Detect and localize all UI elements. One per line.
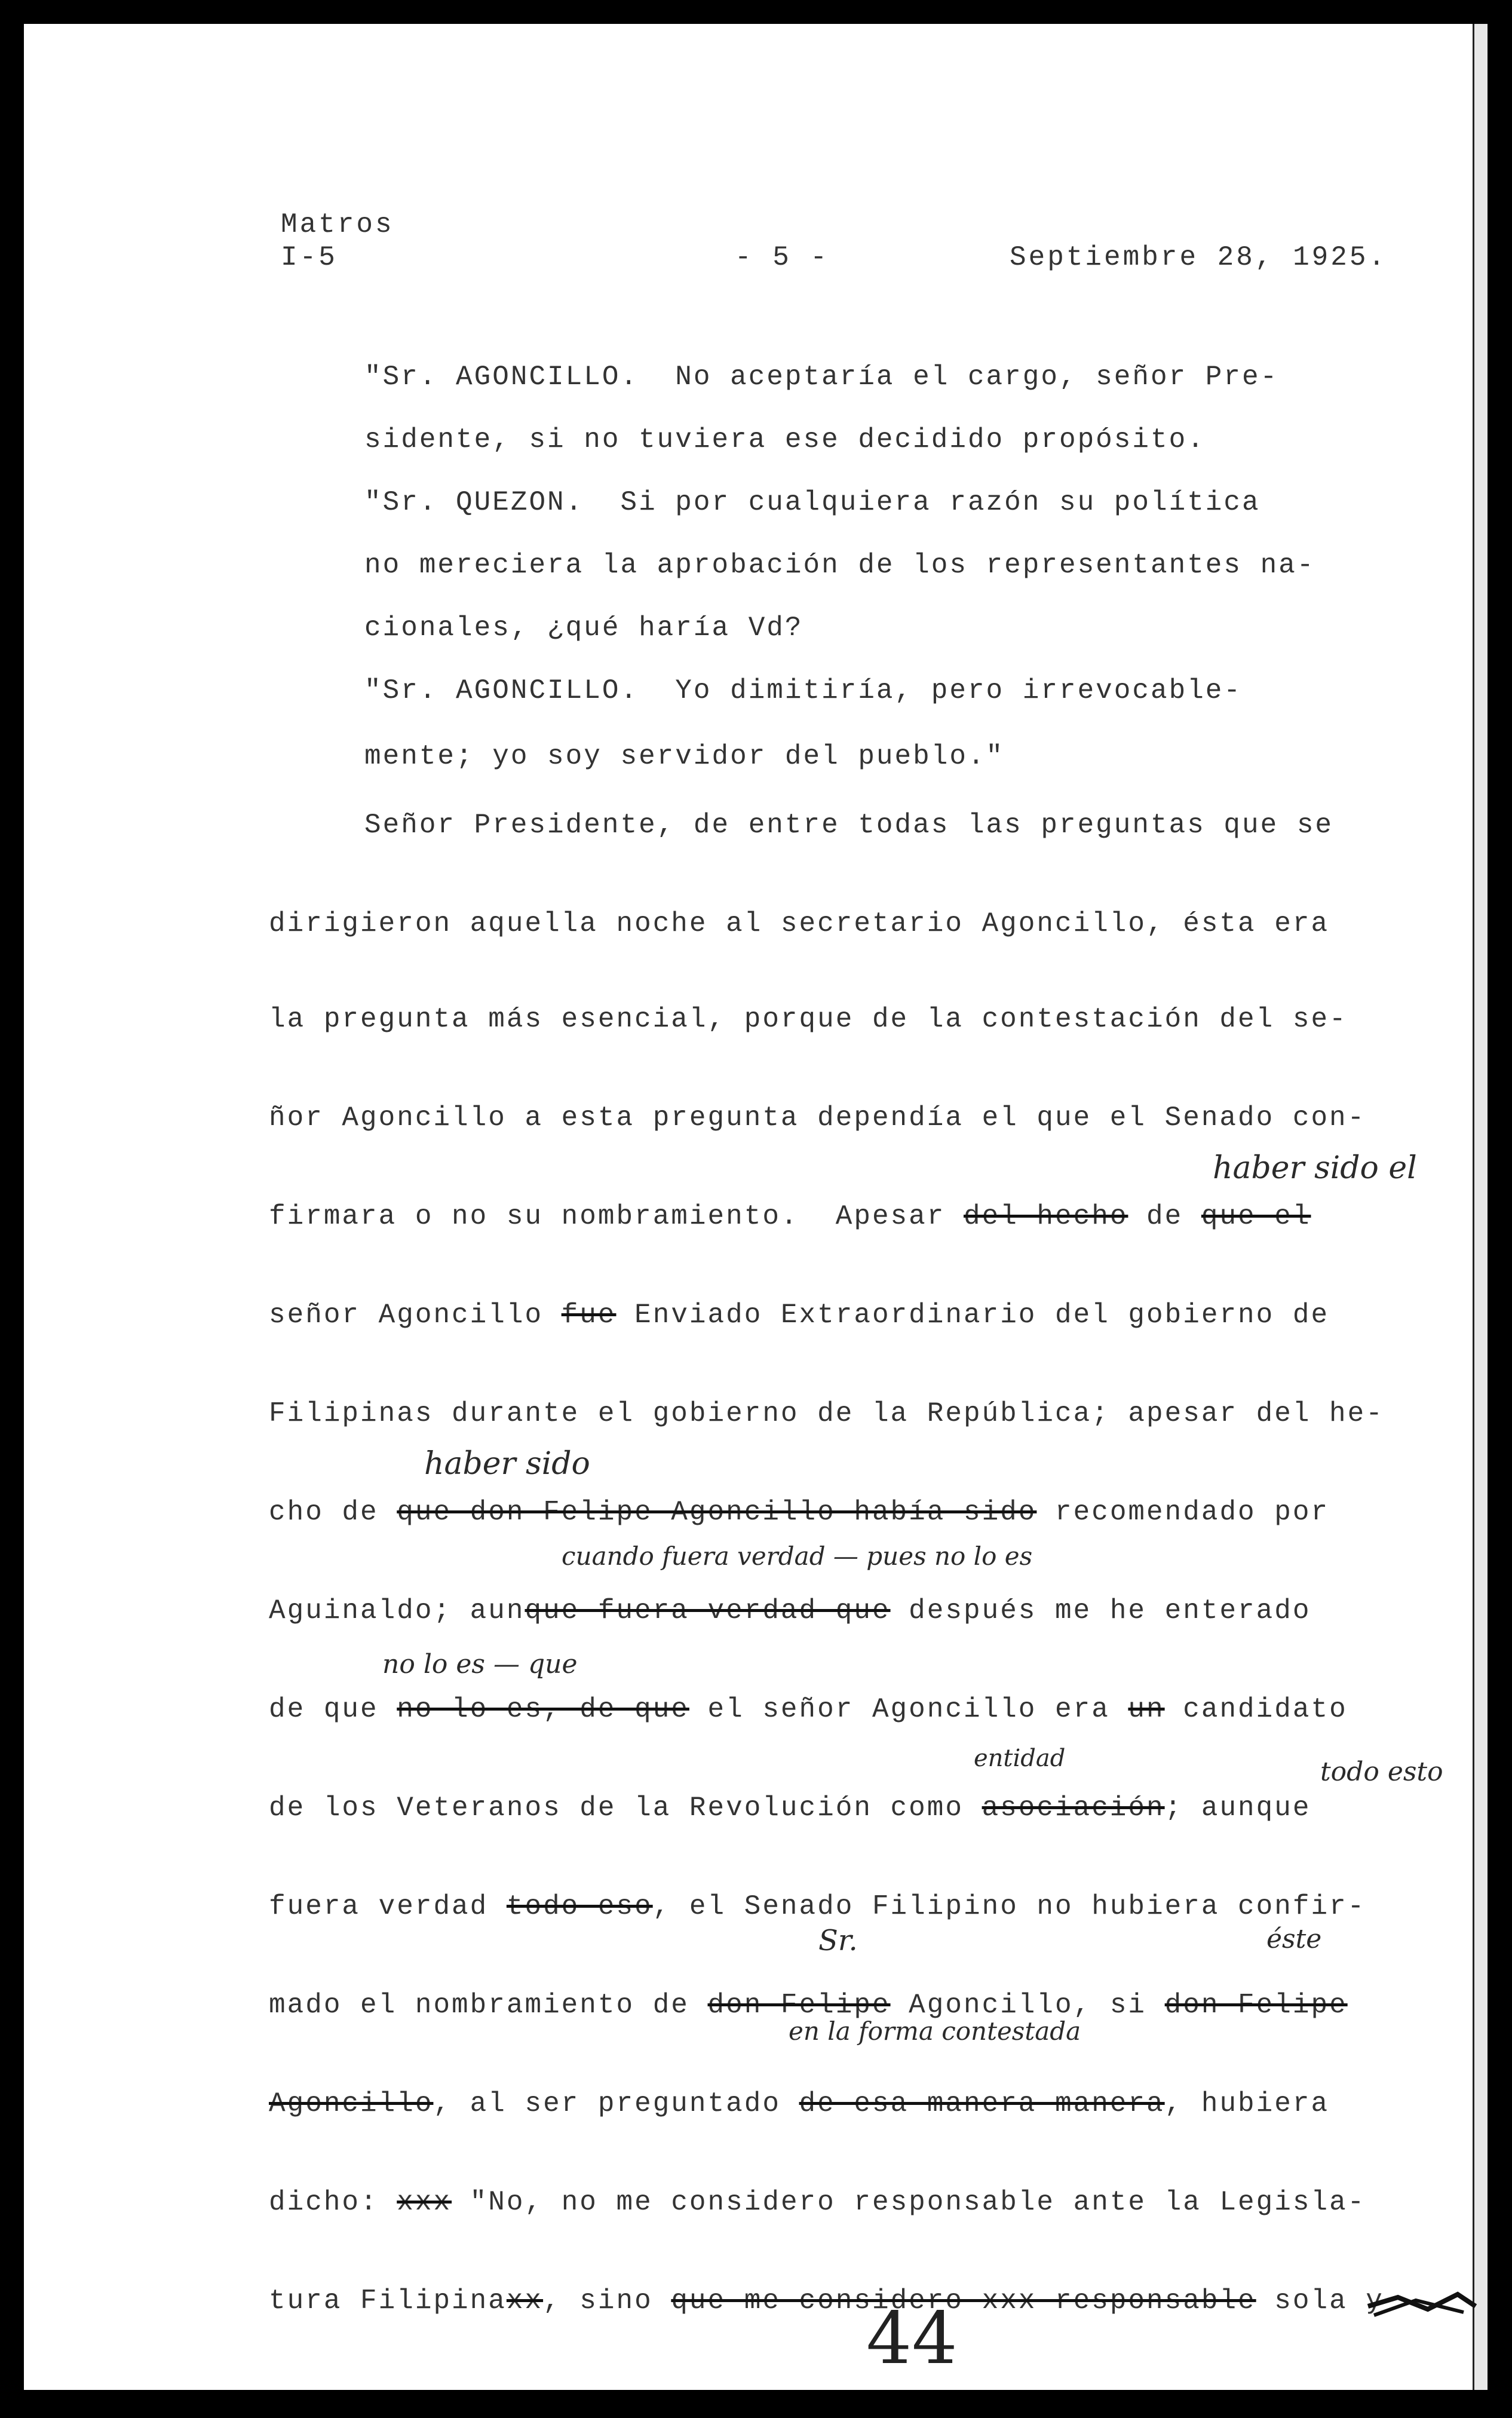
struck-text: fue	[561, 1300, 617, 1331]
struck-text: don Felipe	[1164, 1990, 1348, 2021]
struck-text: todo eso	[506, 1891, 653, 1922]
text-segment: señor Agoncillo	[269, 1300, 562, 1331]
text-segment: sidente, si no tuviera ese decidido propósito.	[364, 424, 1206, 455]
text-segment: dirigieron aquella noche al secretario Agoncillo, ésta era	[269, 908, 1330, 939]
text-segment: Agoncillo, si	[890, 1990, 1165, 2021]
handwritten-page-number: 44	[866, 2297, 958, 2380]
text-segment: sola y	[1256, 2285, 1384, 2316]
text-line	[269, 1792, 1311, 1824]
text-segment: , sino	[543, 2285, 671, 2316]
text-segment: "Sr. QUEZON. Si por cualquiera razón su política	[364, 487, 1260, 518]
text-line	[269, 1694, 1348, 1725]
handwritten-annotation: no lo es — que	[382, 1649, 578, 1680]
body-text	[24, 24, 1488, 2390]
handwritten-annotation: entidad	[974, 1745, 1066, 1772]
handwritten-annotation: haber sido	[424, 1446, 590, 1482]
document-page	[24, 24, 1488, 2390]
struck-text: de esa manera manera	[799, 2088, 1165, 2119]
text-segment: cionales, ¿qué haría Vd?	[364, 612, 803, 643]
text-segment: de	[1128, 1201, 1201, 1232]
text-segment: fuera verdad	[269, 1891, 507, 1922]
text-line	[269, 1595, 1311, 1626]
text-segment: , el Senado Filipino no hubiera confir-	[652, 1891, 1366, 1922]
struck-text: que me considero xxx responsable	[671, 2285, 1256, 2316]
text-segment: cho de	[269, 1497, 397, 1528]
text-segment: recomendado por	[1036, 1497, 1330, 1528]
text-line	[269, 2088, 1329, 2119]
handwritten-annotation: éste	[1266, 1924, 1322, 1954]
text-line	[364, 810, 1333, 841]
text-segment: mado el nombramiento de	[269, 1990, 708, 2021]
text-segment: después me he enterado	[890, 1595, 1311, 1626]
struck-text: que don Felipe Agoncillo había sido	[397, 1497, 1037, 1528]
text-line	[269, 1497, 1329, 1528]
text-segment: el señor Agoncillo era	[689, 1694, 1128, 1725]
handwritten-annotation: en la forma contestada	[789, 2016, 1081, 2046]
text-line	[269, 2285, 1384, 2316]
handwritten-annotation: Sr.	[818, 1924, 858, 1957]
text-segment: "Sr. AGONCILLO. No aceptaría el cargo, señor Pre-	[364, 361, 1279, 393]
text-line	[269, 1398, 1384, 1429]
text-segment: "Sr. AGONCILLO. Yo dimitiría, pero irrevocable-	[364, 675, 1243, 706]
text-line	[269, 1891, 1366, 1922]
text-line	[364, 550, 1315, 581]
text-segment: firmara o no su nombramiento. Apesar	[269, 1201, 964, 1232]
struck-text: asociación	[982, 1792, 1165, 1824]
text-line	[269, 908, 1329, 939]
text-segment: , hubiera	[1164, 2088, 1330, 2119]
struck-text: no lo es, de que	[397, 1694, 689, 1725]
text-line	[364, 741, 1004, 772]
struck-text: xxx	[397, 2187, 452, 2218]
text-line	[364, 424, 1206, 455]
struck-text: que el	[1201, 1201, 1311, 1232]
text-segment: ñor Agoncillo a esta pregunta dependía el que el Senado con-	[269, 1102, 1366, 1133]
text-line	[364, 675, 1242, 706]
text-line	[269, 1201, 1311, 1232]
struck-text: un	[1128, 1694, 1165, 1725]
text-segment: dicho:	[269, 2187, 397, 2218]
header-date: Septiembre 28, 1925.	[1010, 242, 1388, 273]
handwritten-annotation: cuando fuera verdad — pues no lo es	[562, 1541, 1033, 1571]
text-line	[269, 1102, 1366, 1133]
header-name: Matros	[281, 209, 394, 240]
struck-text: don Felipe	[707, 1990, 891, 2021]
text-segment: , al ser preguntado	[433, 2088, 799, 2119]
text-segment: Filipinas durante el gobierno de la República; apesar del he-	[269, 1398, 1384, 1429]
struck-text: xx	[506, 2285, 544, 2316]
handwritten-annotation: haber sido el	[1213, 1150, 1417, 1186]
text-line	[364, 612, 803, 643]
text-segment: mente; yo soy servidor del pueblo."	[364, 741, 1005, 772]
text-segment: Enviado Extraordinario del gobierno de	[616, 1300, 1330, 1331]
handwritten-annotation: todo esto	[1320, 1757, 1443, 1787]
text-segment: de los Veteranos de la Revolución como	[269, 1792, 982, 1824]
struck-text: Agoncillo	[269, 2088, 434, 2119]
text-segment: de que	[269, 1694, 397, 1725]
header-page-number: - 5 -	[735, 242, 830, 273]
text-segment: tura Filipina	[269, 2285, 507, 2316]
text-line	[269, 2187, 1366, 2218]
text-segment: ; aunque	[1164, 1792, 1311, 1824]
text-segment: Aguinaldo; aun	[269, 1595, 525, 1626]
text-segment: candidato	[1164, 1694, 1348, 1725]
struck-text: que fuera verdad que	[525, 1595, 891, 1626]
ink-scribble-icon	[1362, 2282, 1482, 2324]
text-segment: no mereciera la aprobación de los representantes na-	[364, 550, 1315, 581]
text-segment: Señor Presidente, de entre todas las preguntas que se	[364, 810, 1334, 841]
text-line	[364, 487, 1260, 518]
header-code: I-5	[281, 242, 338, 273]
struck-text: del hecho	[963, 1201, 1128, 1232]
text-segment: "No, no me considero responsable ante la Legisla-	[452, 2187, 1366, 2218]
text-line	[269, 1004, 1348, 1035]
text-segment: la pregunta más esencial, porque de la contestación del se-	[269, 1004, 1348, 1035]
text-line	[269, 1300, 1329, 1331]
text-line	[364, 361, 1278, 393]
